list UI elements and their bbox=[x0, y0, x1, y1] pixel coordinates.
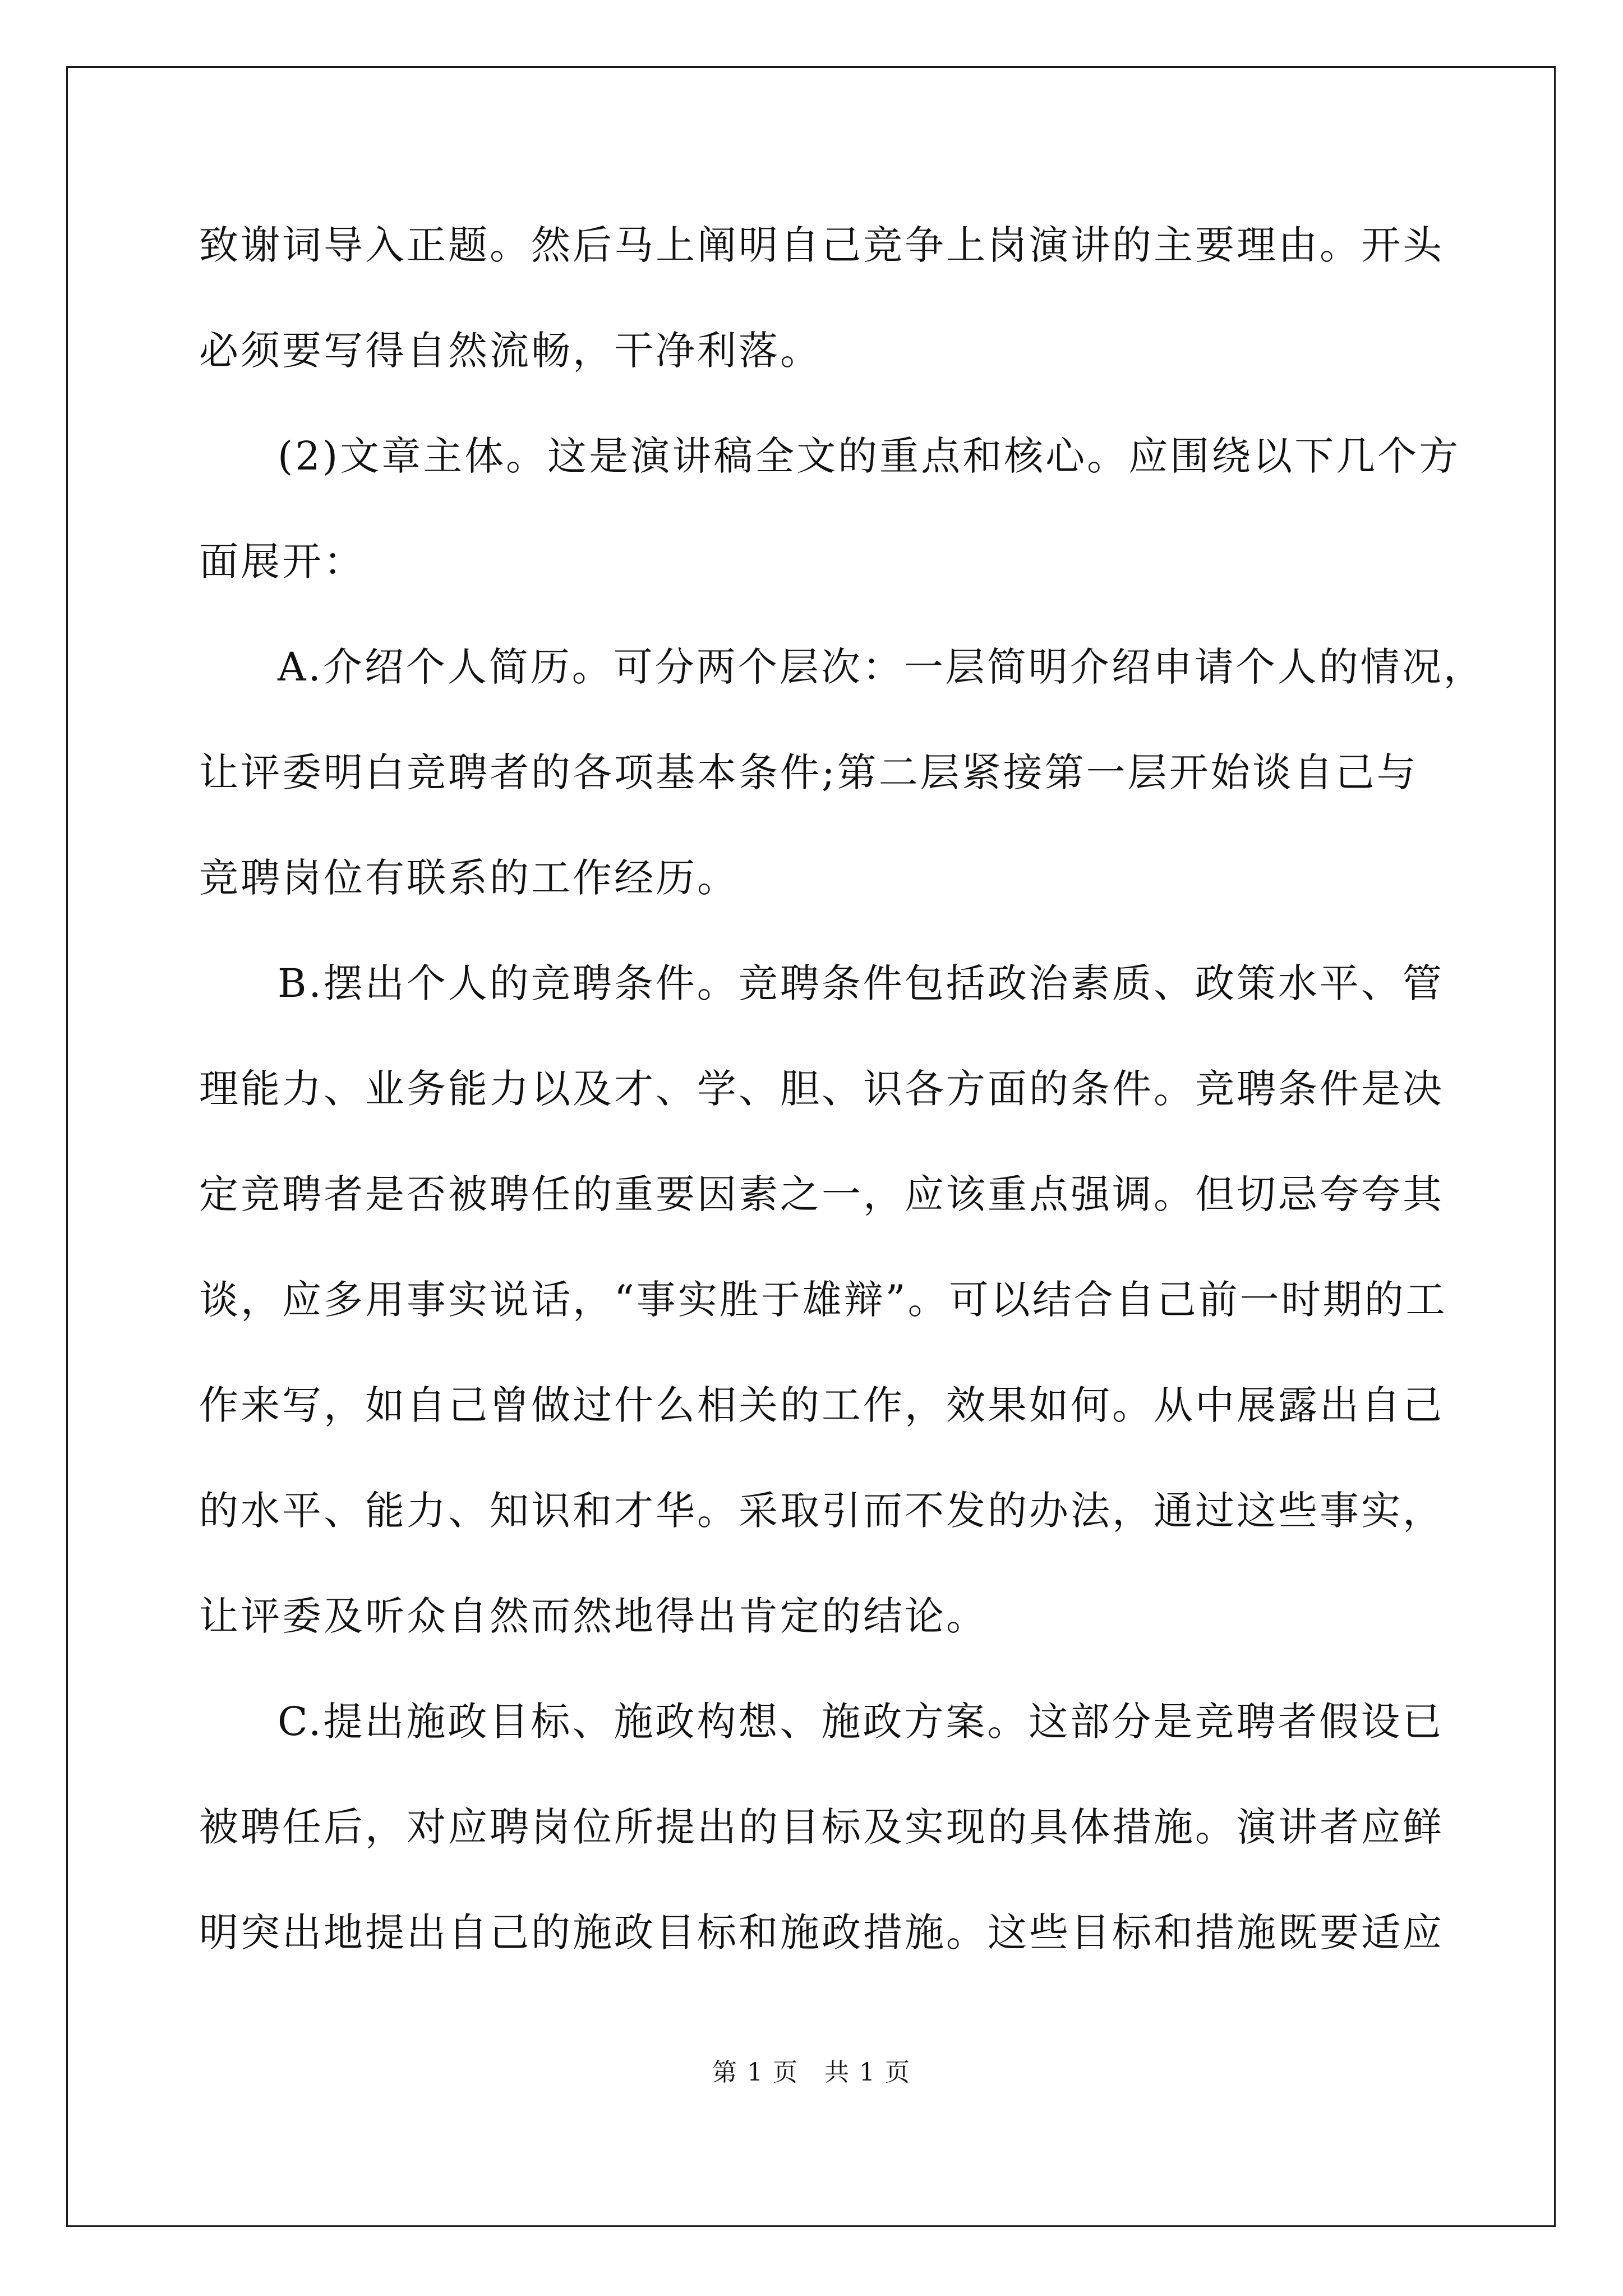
text-line-14: 让评委及听众自然而然地得出肯定的结论。 bbox=[199, 1593, 988, 1639]
text-line-2: 必须要写得自然流畅，干净利落。 bbox=[199, 328, 822, 374]
text-line-10: 定竞聘者是否被聘任的重要因素之一，应该重点强调。但切忌夸夸其 bbox=[199, 1171, 1444, 1217]
text-line-15: C.提出施政目标、施政构想、施政方案。这部分是竞聘者假设已 bbox=[278, 1699, 1444, 1745]
text-line-16: 被聘任后，对应聘岗位所提出的目标及实现的具体措施。演讲者应鲜 bbox=[199, 1804, 1444, 1850]
text-line-1: 致谢词导入正题。然后马上阐明自己竞争上岗演讲的主要理由。开头 bbox=[199, 222, 1444, 268]
document-body bbox=[199, 219, 1485, 1959]
page-footer bbox=[0, 2056, 1623, 2090]
text-line-6: 让评委明白竞聘者的各项基本条件;第二层紧接第一层开始谈自己与 bbox=[199, 749, 1418, 795]
text-line-7: 竞聘岗位有联系的工作经历。 bbox=[199, 855, 739, 901]
text-line-3: (2)文章主体。这是演讲稿全文的重点和核心。应围绕以下几个方 bbox=[278, 433, 1461, 479]
text-line-4: 面展开： bbox=[199, 539, 365, 585]
page-number-label: 第 1 页 共 1 页 bbox=[712, 2058, 911, 2087]
text-line-12: 作来写，如自己曾做过什么相关的工作，效果如何。从中展露出自己 bbox=[199, 1382, 1444, 1428]
text-line-8: B.摆出个人的竞聘条件。竞聘条件包括政治素质、政策水平、管 bbox=[278, 960, 1444, 1006]
text-line-13: 的水平、能力、知识和才华。采取引而不发的办法，通过这些事实， bbox=[199, 1488, 1444, 1534]
text-line-9: 理能力、业务能力以及才、学、胆、识各方面的条件。竞聘条件是决 bbox=[199, 1066, 1444, 1112]
text-line-5: A.介绍个人简历。可分两个层次：一层简明介绍申请个人的情况， bbox=[278, 644, 1485, 690]
text-line-17: 明突出地提出自己的施政目标和施政措施。这些目标和措施既要适应 bbox=[199, 1910, 1444, 1955]
text-line-11: 谈，应多用事实说话，“事实胜于雄辩”。可以结合自己前一时期的工 bbox=[199, 1277, 1447, 1323]
